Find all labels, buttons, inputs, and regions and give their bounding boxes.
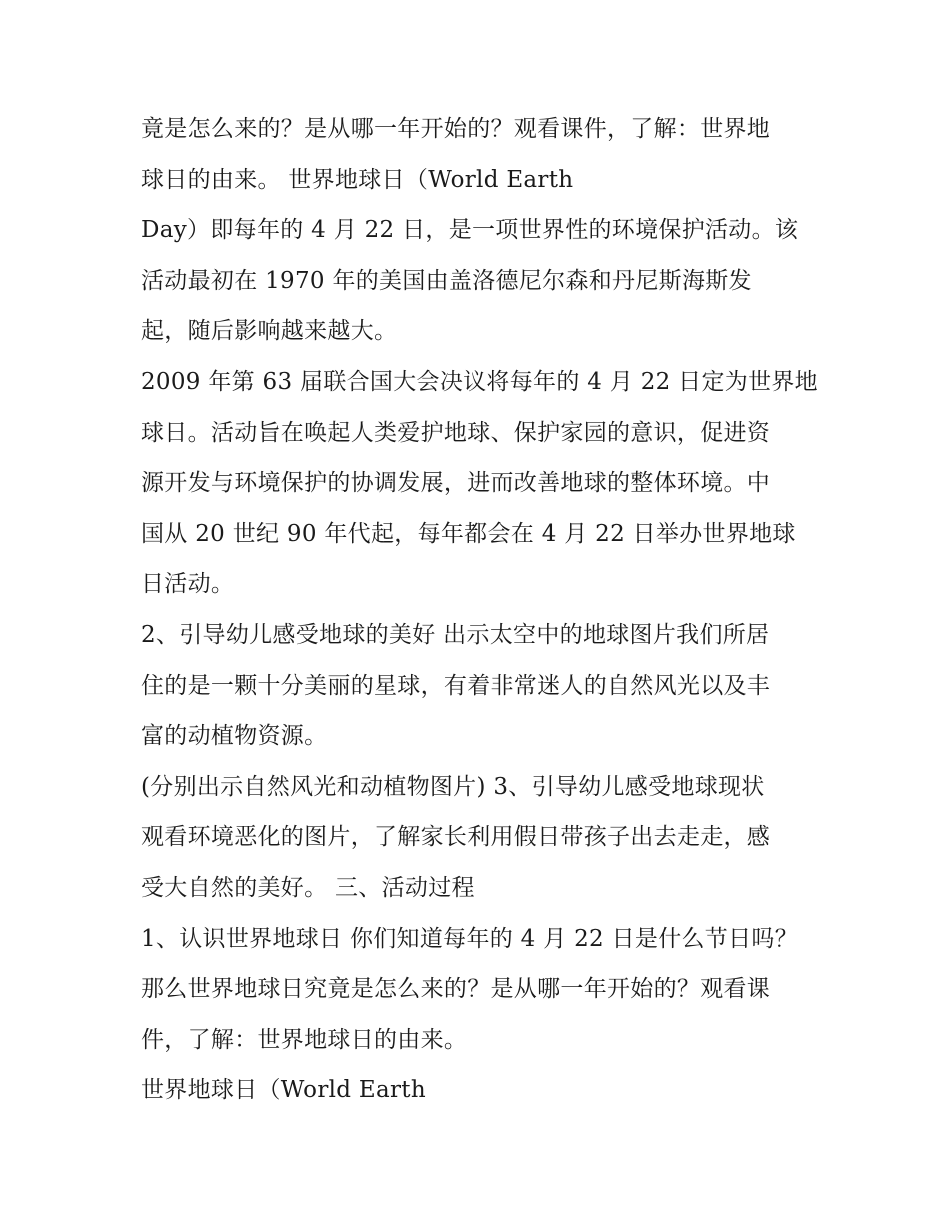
text-line: (分别出示自然风光和动植物图片) 3、引导幼儿感受地球现状 — [141, 773, 765, 800]
text-line: 1、认识世界地球日 你们知道每年的 4 月 22 日是什么节日吗？ — [141, 925, 798, 952]
text-line: 2、引导幼儿感受地球的美好 出示太空中的地球图片我们所居 — [141, 621, 770, 648]
text-line: 活动最初在 1970 年的美国由盖洛德尼尔森和丹尼斯海斯发 — [141, 267, 752, 294]
text-line: 受大自然的美好。 三、活动过程 — [141, 874, 475, 901]
text-line: 竟是怎么来的？是从哪一年开始的？观看课件，了解：世界地 — [141, 116, 771, 142]
text-line: 世界地球日（World Earth — [141, 1077, 426, 1104]
text-line: 起，随后影响越来越大。 — [141, 318, 398, 345]
body-text — [141, 104, 831, 1116]
text-line: 日活动。 — [141, 571, 235, 598]
text-line: 件，了解：世界地球日的由来。 — [141, 1026, 468, 1053]
text-line: 球日的由来。 世界地球日（World Earth — [141, 166, 574, 193]
text-line: 球日。活动旨在唤起人类爱护地球、保护家园的意识，促进资 — [141, 419, 771, 446]
text-line: 那么世界地球日究竟是怎么来的？是从哪一年开始的？观看课 — [141, 976, 771, 1003]
text-line: 2009 年第 63 届联合国大会决议将每年的 4 月 22 日定为世界地 — [141, 368, 818, 395]
text-line: 国从 20 世纪 90 年代起，每年都会在 4 月 22 日举办世界地球 — [141, 520, 796, 547]
text-line: 富的动植物资源。 — [141, 723, 328, 750]
text-line: Day）即每年的 4 月 22 日，是一项世界性的环境保护活动。该 — [141, 217, 799, 244]
text-line: 源开发与环境保护的协调发展，进而改善地球的整体环境。中 — [141, 470, 771, 497]
text-line: 住的是一颗十分美丽的星球，有着非常迷人的自然风光以及丰 — [141, 672, 771, 699]
text-line: 观看环境恶化的图片，了解家长利用假日带孩子出去走走，感 — [141, 824, 771, 851]
